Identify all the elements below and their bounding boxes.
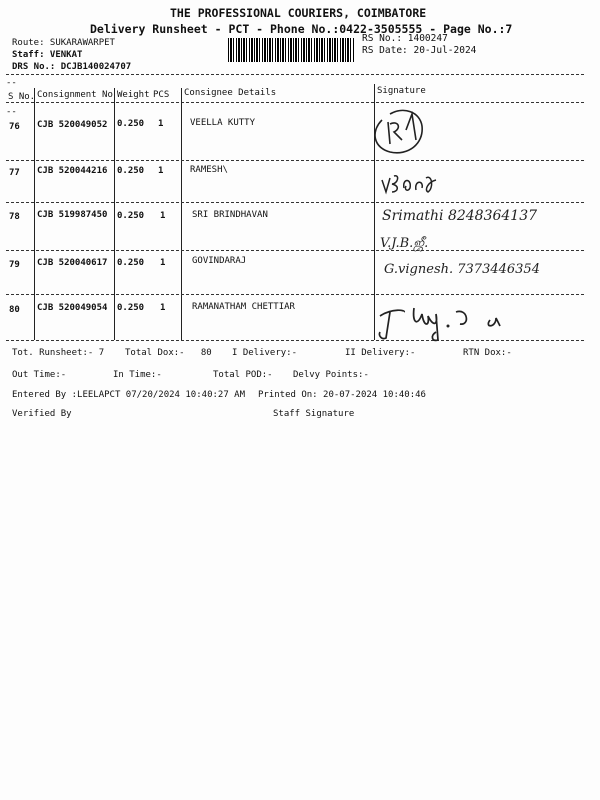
table-row-consignee: RAMESH\ [190, 165, 228, 175]
column-header-consignee: Consignee Details [184, 88, 277, 98]
table-row-consignment: CJB 520049054 [37, 303, 108, 313]
rs-number: RS No.: 1400247 [362, 33, 448, 44]
table-row-consignee: RAMANATHAM CHETTIAR [192, 302, 295, 312]
divider [6, 74, 584, 75]
signature-row-76 [368, 100, 448, 160]
page-subtitle: Delivery Runsheet - PCT - Phone No.:0422-3505555 - Page No.:7 [90, 22, 513, 36]
handwritten-note: G.vignesh. 7373446354 [384, 262, 540, 277]
rtn-dox: RTN Dox:- [463, 348, 512, 358]
table-row-pcs: 1 [160, 303, 166, 313]
tot-runsheet: Tot. Runsheet:- 7 [12, 348, 105, 358]
table-row-sno: 80 [9, 305, 20, 315]
drs-number: DRS No.: DCJB140024707 [12, 62, 132, 72]
column-header-signature: Signature [377, 86, 426, 96]
row-divider [6, 294, 584, 295]
table-row-consignment: CJB 520049052 [37, 120, 108, 130]
row-divider [6, 160, 584, 161]
column-header-weight: Weight [117, 90, 150, 100]
ii-delivery: II Delivery:- [345, 348, 416, 358]
table-row-consignment: CJB 519987450 [37, 210, 108, 220]
printed-on: Printed On: 20-07-2024 10:40:46 [258, 390, 426, 400]
table-row-pcs: 1 [160, 258, 166, 268]
table-row-sno: 78 [9, 212, 20, 222]
table-row-weight: 0.250 [117, 303, 145, 313]
divider [6, 102, 584, 103]
table-row-weight: 0.250 [117, 258, 145, 268]
table-row-sno: 77 [9, 168, 20, 178]
column-header-consignment: Consignment No [37, 90, 113, 100]
table-row-weight: 0.250 [117, 119, 145, 129]
table-row-consignment: CJB 520040617 [37, 258, 108, 268]
staff-label: Staff: VENKAT [12, 50, 83, 60]
column-rule [181, 88, 182, 340]
out-time: Out Time:- [12, 370, 67, 380]
barcode-image [228, 38, 354, 62]
table-row-consignee: VEELLA KUTTY [190, 118, 256, 128]
table-row-consignment: CJB 520044216 [37, 166, 108, 176]
staff-signature-label: Staff Signature [273, 409, 355, 419]
rs-date: RS Date: 20-Jul-2024 [362, 45, 477, 56]
in-time: In Time:- [113, 370, 162, 380]
total-dox: Total Dox:- 80 [125, 348, 212, 358]
table-row-weight: 0.250 [117, 211, 145, 221]
column-rule [114, 88, 115, 340]
table-row-consignee: SRI BRINDHAVAN [192, 210, 268, 220]
table-row-pcs: 1 [158, 166, 164, 176]
table-row-pcs: 1 [160, 211, 166, 221]
entered-by: Entered By :LEELAPCT 07/20/2024 10:40:27 AM [12, 390, 245, 400]
delvy-points: Delvy Points:- [293, 370, 369, 380]
column-rule [34, 88, 35, 340]
handwritten-note: Srimathi 8248364137 [382, 208, 538, 224]
table-row-sno: 79 [9, 260, 20, 270]
i-delivery: I Delivery:- [232, 348, 298, 358]
handwritten-note: V.J.B.ஜீ. [380, 236, 429, 251]
signature-row-77 [380, 170, 460, 196]
table-row-sno: 76 [9, 122, 20, 132]
total-pod: Total POD:- [213, 370, 273, 380]
verified-by: Verified By [12, 409, 72, 419]
table-row-pcs: 1 [158, 119, 164, 129]
column-header-sno: S No. [8, 92, 36, 102]
route-label: Route: SUKARAWARPET [12, 38, 115, 48]
row-divider [6, 250, 584, 251]
table-row-consignee: GOVINDARAJ [192, 256, 247, 266]
page-title: THE PROFESSIONAL COURIERS, COIMBATORE [170, 6, 427, 20]
row-divider [6, 202, 584, 203]
column-header-pcs: PCS [153, 90, 170, 100]
table-row-weight: 0.250 [117, 166, 145, 176]
signature-row-80 [372, 300, 522, 342]
